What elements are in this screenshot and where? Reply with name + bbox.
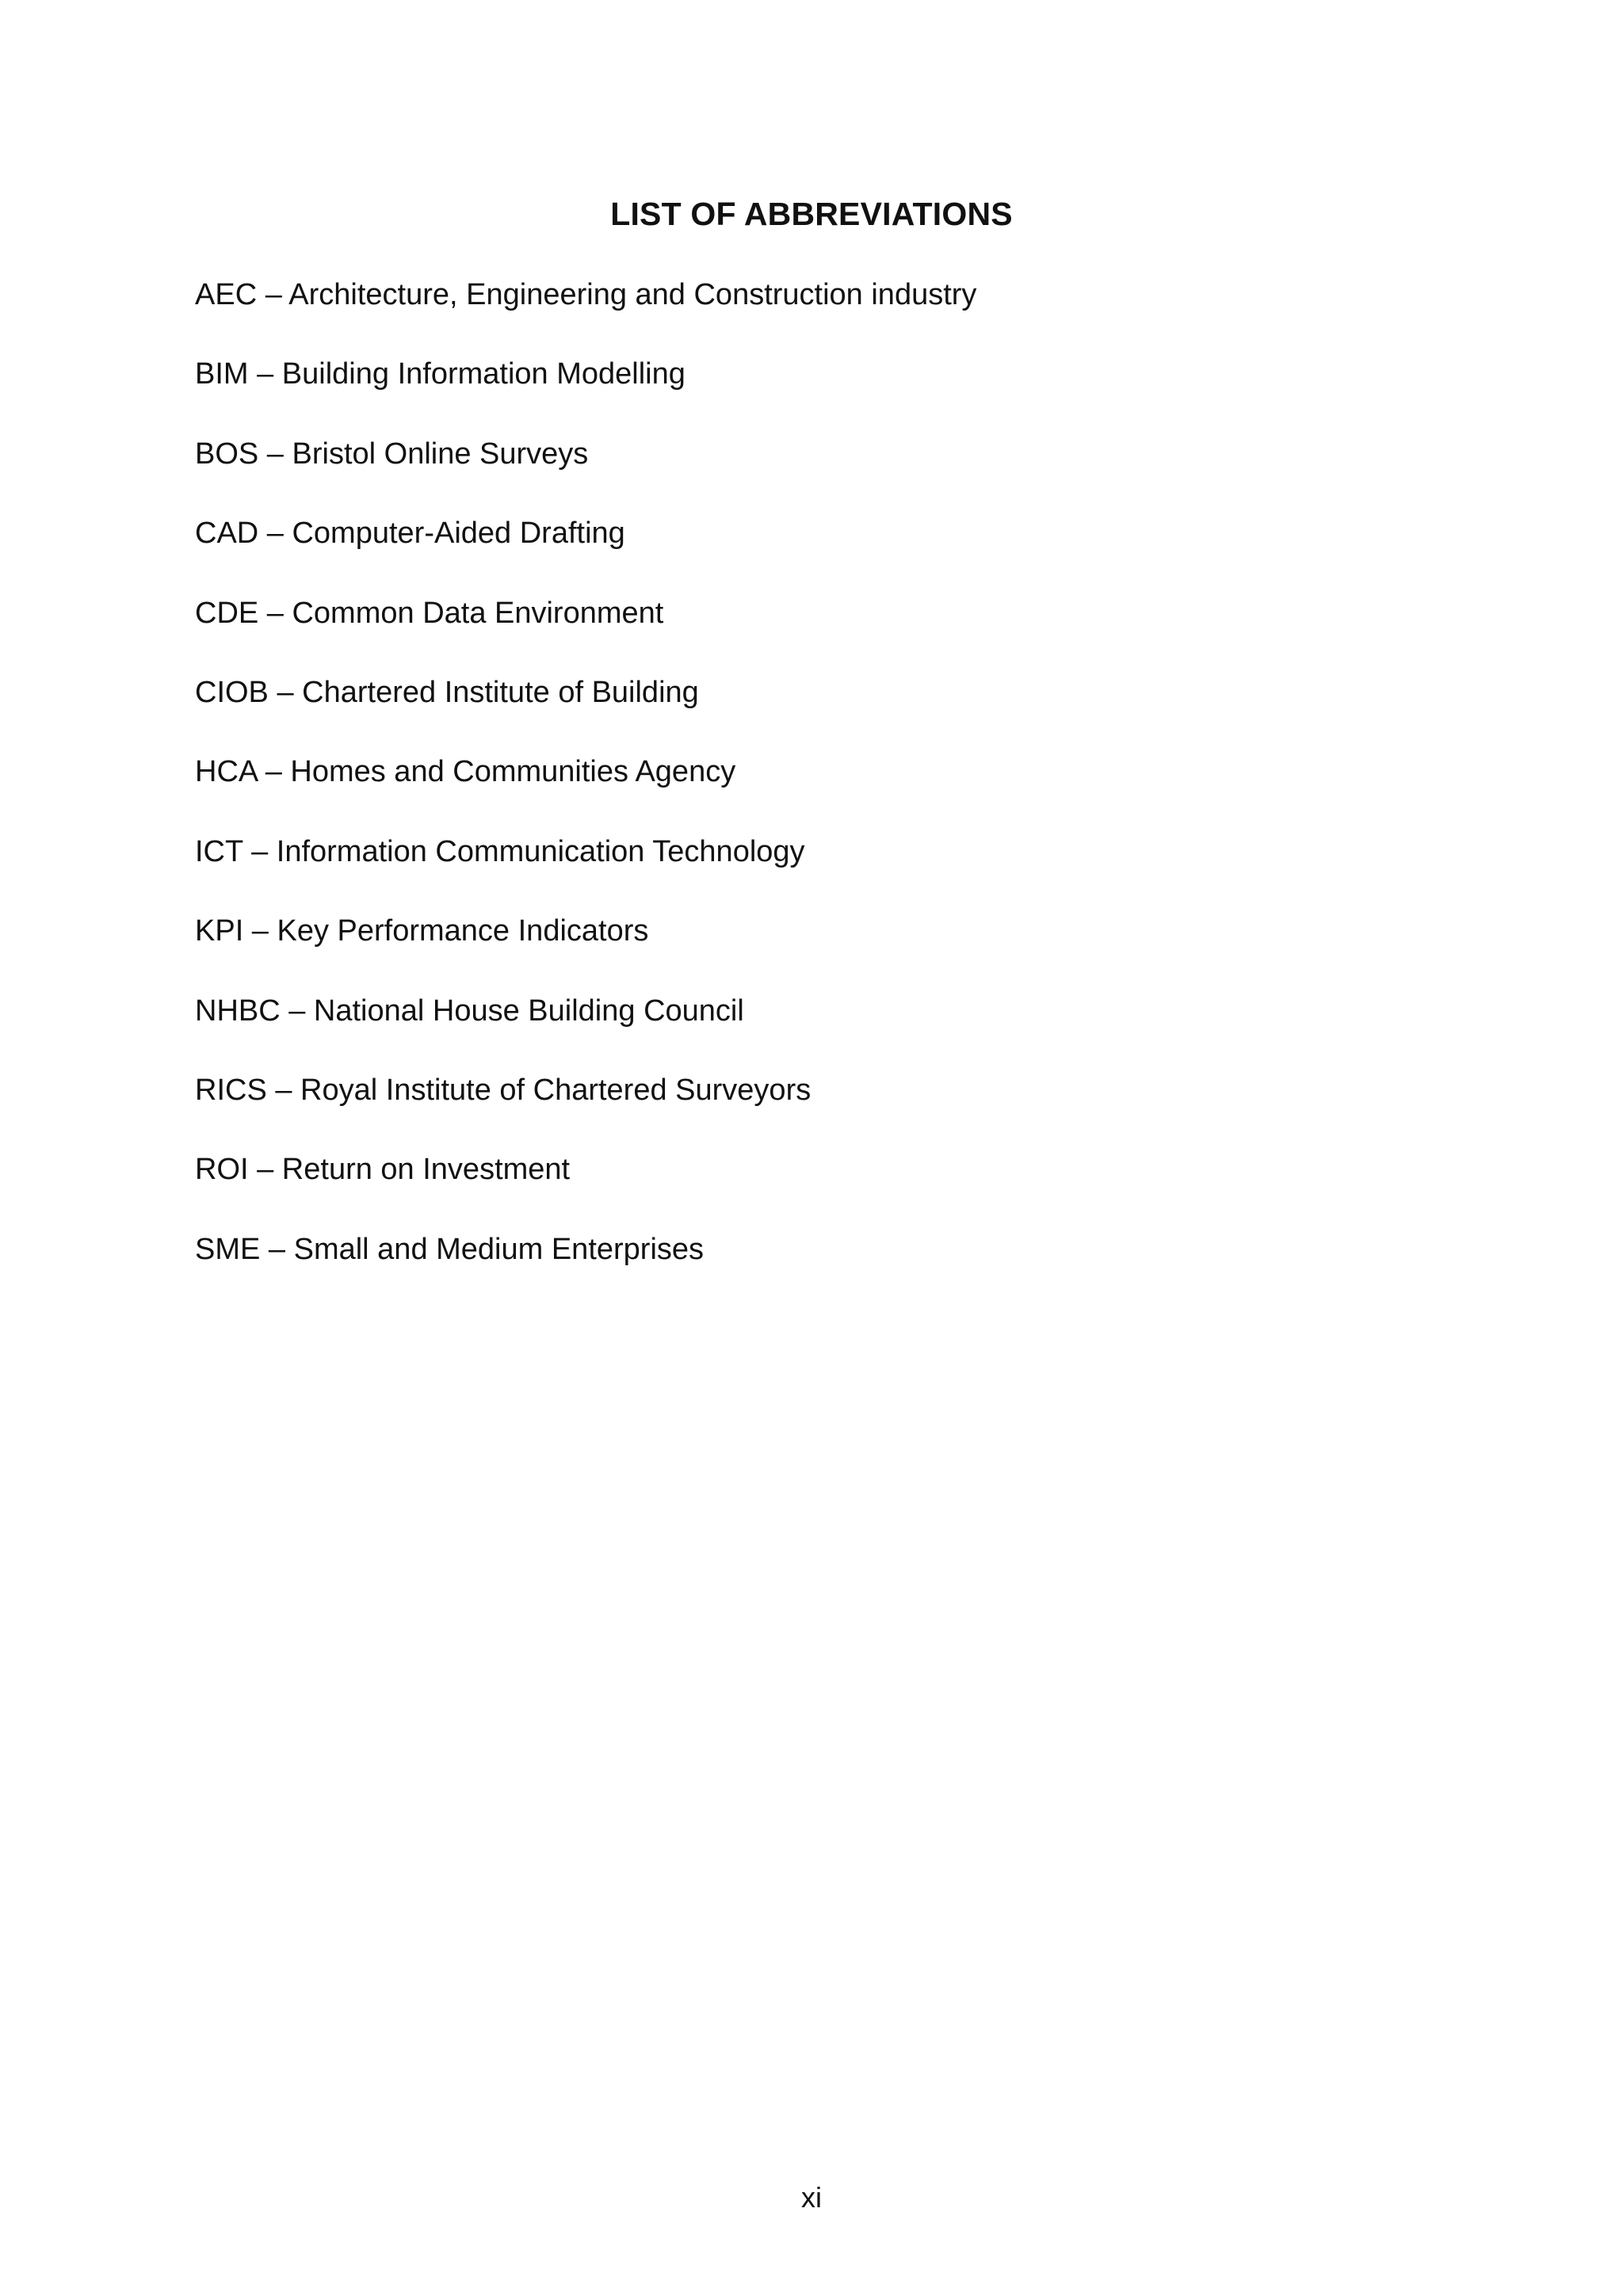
abbreviation-list [195, 276, 976, 1310]
abbreviation-rics: RICS – Royal Institute of Chartered Surveyors [195, 1073, 812, 1107]
abbreviation-sme: SME – Small and Medium Enterprises [195, 1232, 705, 1266]
abbreviation-cad: CAD – Computer-Aided Drafting [195, 517, 625, 551]
abbreviation-ict: ICT – Information Communication Technology [195, 834, 805, 868]
abbreviation-ciob: CIOB – Chartered Institute of Building [195, 675, 699, 709]
page-number: xi [801, 2181, 822, 2214]
abbreviation-nhbc: NHBC – National House Building Council [195, 994, 744, 1028]
abbreviation-bim: BIM – Building Information Modelling [195, 357, 685, 391]
abbreviation-roi: ROI – Return on Investment [195, 1153, 571, 1187]
abbreviation-aec: AEC – Architecture, Engineering and Construction industry [195, 278, 977, 311]
abbreviation-hca: HCA – Homes and Communities Agency [195, 755, 736, 789]
abbreviation-cde: CDE – Common Data Environment [195, 596, 664, 630]
abbreviation-bos: BOS – Bristol Online Surveys [195, 437, 589, 471]
abbreviation-kpi: KPI – Key Performance Indicators [195, 914, 649, 948]
page-title: LIST OF ABBREVIATIONS [610, 196, 1013, 232]
